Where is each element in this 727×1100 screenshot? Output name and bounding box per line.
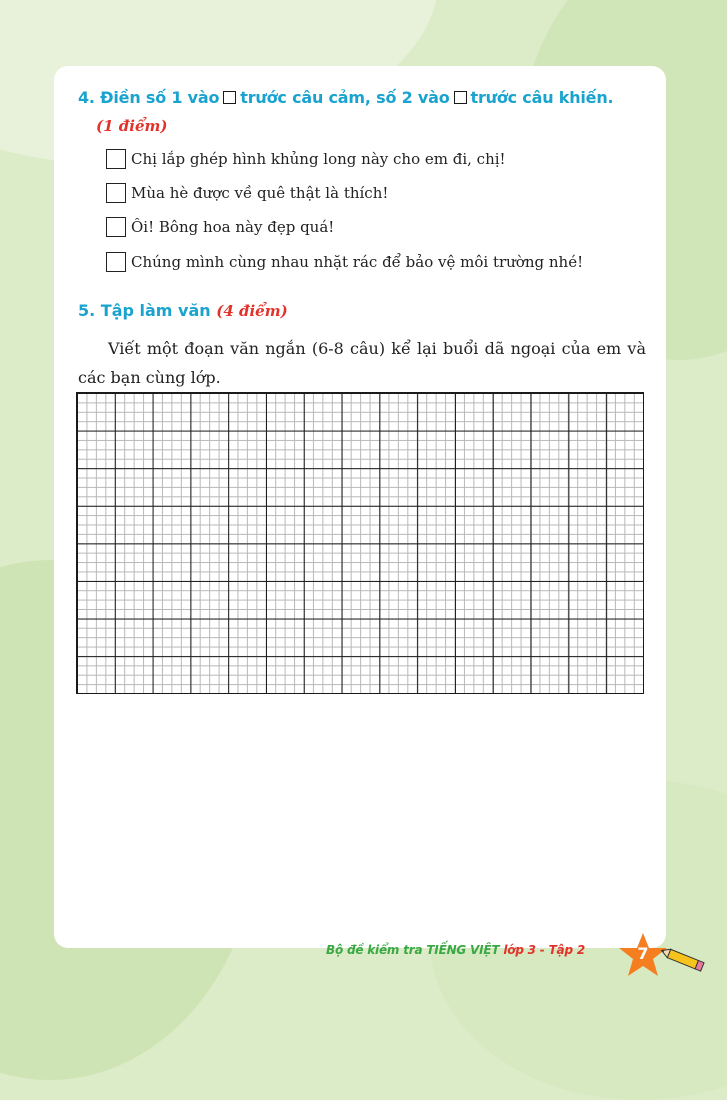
answer-checkbox[interactable] [106, 252, 126, 272]
writing-grid[interactable] [76, 392, 644, 694]
option-item [106, 181, 388, 205]
option-item [106, 215, 334, 239]
question-4-title [78, 88, 658, 107]
option-item [106, 147, 506, 171]
answer-checkbox[interactable] [106, 183, 126, 203]
footer-title [326, 943, 585, 957]
footer-grade: lớp 3 - Tập 2 [503, 943, 585, 957]
empty-box-icon [454, 91, 467, 104]
option-item [106, 250, 583, 274]
footer-series: Bộ đề kiểm tra TIẾNG VIỆT [326, 943, 500, 957]
question-4-score: (1 điểm) [96, 117, 168, 135]
answer-checkbox[interactable] [106, 149, 126, 169]
option-text: Mùa hè được về quê thật là thích! [131, 184, 389, 202]
question-4-text-part-3: trước câu khiến. [470, 88, 614, 107]
pencil-icon [660, 944, 708, 974]
question-5-title [78, 301, 288, 320]
question-5-text: 5. Tập làm văn [78, 301, 211, 320]
empty-box-icon [223, 91, 236, 104]
answer-checkbox[interactable] [106, 217, 126, 237]
question-4-text-part-1: 4. Điền số 1 vào [78, 88, 220, 107]
essay-prompt: Viết một đoạn văn ngắn (6-8 câu) kể lại buổi dã ngoại của em và các bạn cùng lớp. [78, 339, 646, 387]
option-text: Ôi! Bông hoa này đẹp quá! [131, 218, 335, 236]
question-5-score: (4 điểm) [216, 302, 288, 320]
page-number: 7 [637, 944, 649, 963]
option-text: Chúng mình cùng nhau nhặt rác để bảo vệ môi trường nhé! [131, 253, 584, 271]
option-text: Chị lắp ghép hình khủng long này cho em đi, chị! [131, 150, 506, 168]
question-4-text-part-2: trước câu cảm, số 2 vào [240, 88, 450, 107]
